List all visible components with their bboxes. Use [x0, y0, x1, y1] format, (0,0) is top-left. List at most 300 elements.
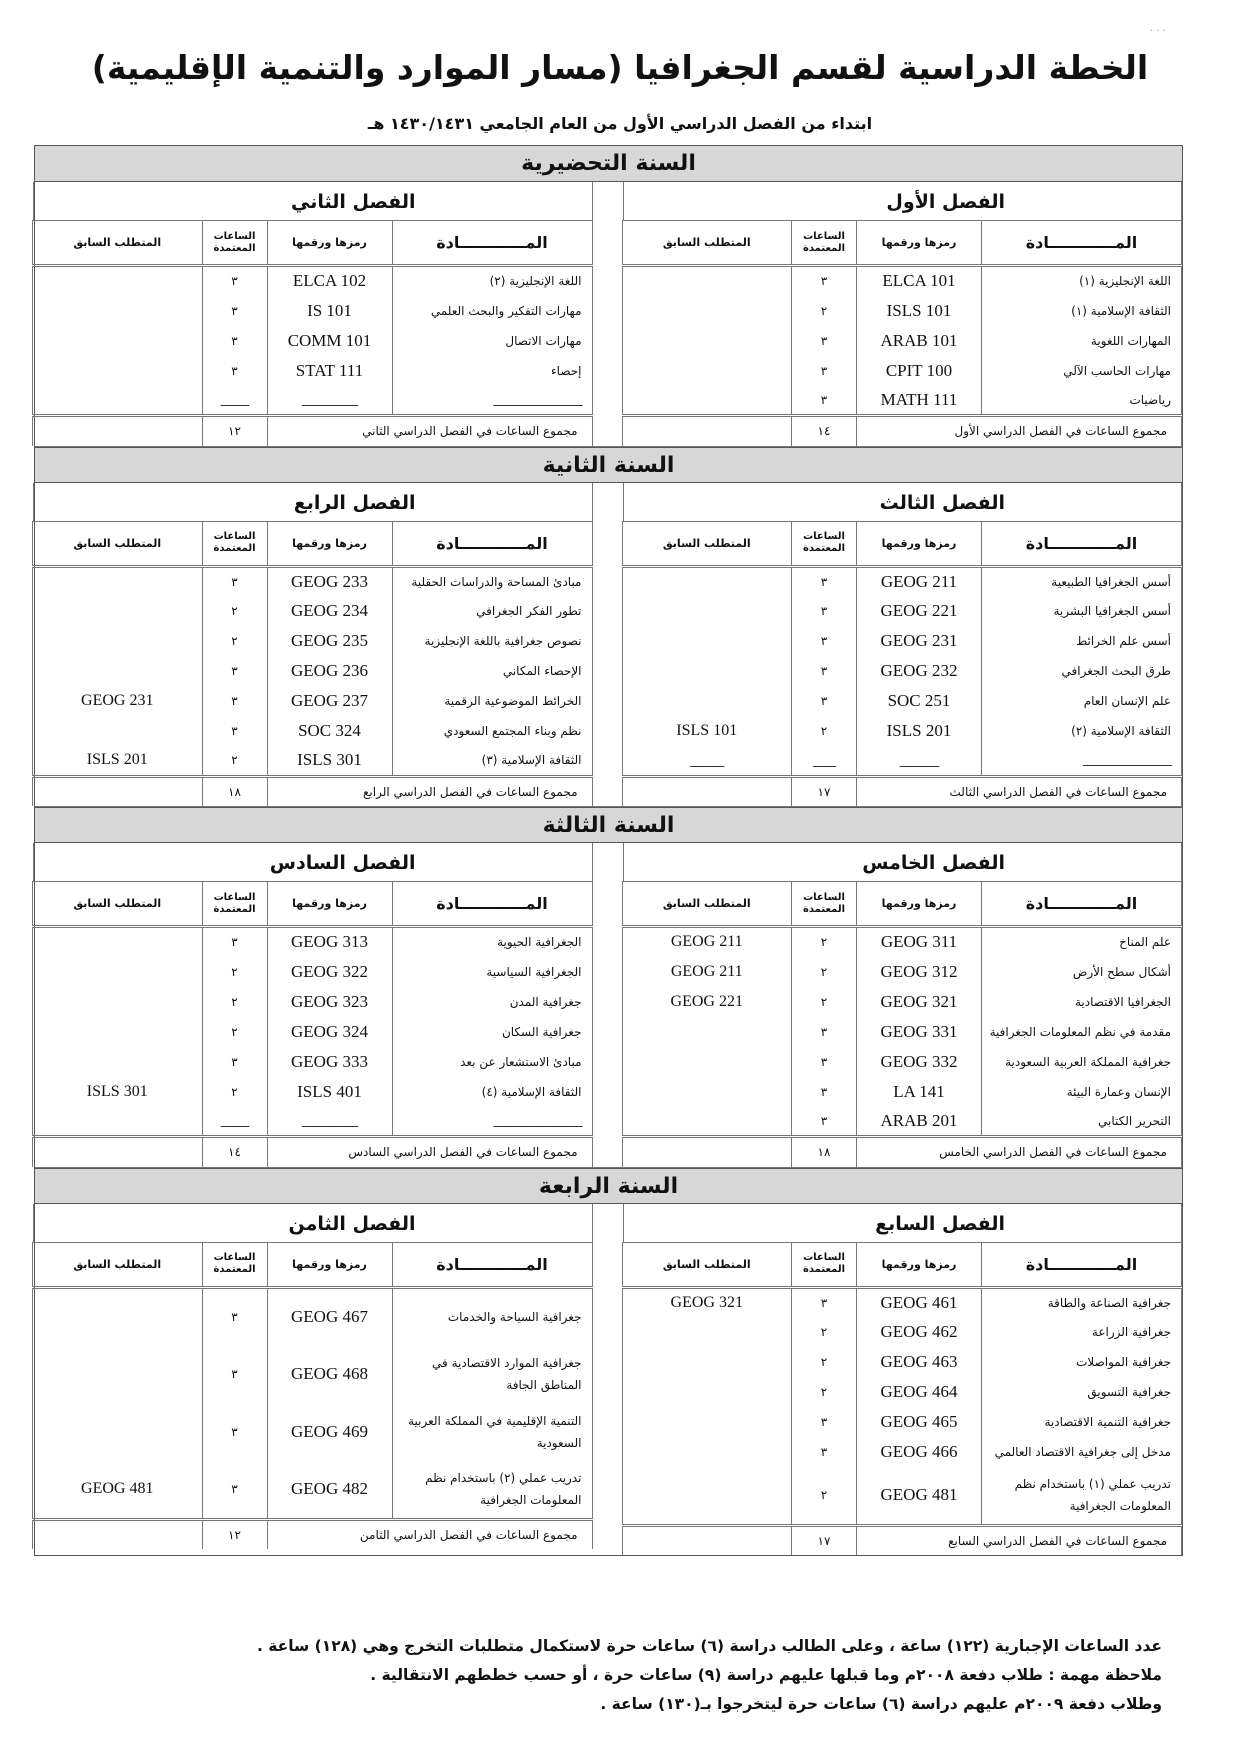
semester-total-label: مجموع الساعات في الفصل الدراسي السادس	[267, 1137, 592, 1167]
course-name: مهارات الحاسب الآلي	[982, 356, 1182, 386]
course-table	[32, 220, 593, 446]
course-row	[33, 746, 593, 776]
course-prereq	[622, 626, 792, 656]
course-prereq	[33, 716, 203, 746]
table-header-row	[33, 882, 593, 927]
column-header-prereq: المتطلب السابق	[622, 882, 792, 927]
semester-total-hours: ١٤	[202, 1137, 267, 1167]
table-header-row	[622, 882, 1182, 927]
course-code: STAT 111	[267, 356, 392, 386]
course-hours: ٣	[202, 656, 267, 686]
course-prereq	[33, 1017, 203, 1047]
course-hours: ٣	[792, 1107, 857, 1137]
course-name: جغرافية المواصلات	[982, 1347, 1182, 1377]
course-row	[33, 1345, 593, 1403]
course-name: نصوص جغرافية باللغة الإنجليزية	[392, 626, 592, 656]
course-code: __________	[267, 1107, 392, 1137]
column-header-code: رمزها ورقمها	[857, 521, 982, 566]
semester-total-empty	[33, 416, 203, 446]
course-row	[622, 1317, 1182, 1347]
column-header-subject: المــــــــــــادة	[982, 521, 1182, 566]
semester-total-label: مجموع الساعات في الفصل الدراسي الثامن	[267, 1519, 592, 1549]
semester-total-row	[622, 776, 1182, 806]
course-table	[32, 881, 593, 1167]
course-code: GEOG 323	[267, 987, 392, 1017]
course-name: الإنسان وعمارة البيئة	[982, 1077, 1182, 1107]
course-prereq	[33, 266, 203, 296]
course-prereq	[622, 656, 792, 686]
course-code: GEOG 231	[857, 626, 982, 656]
course-hours: ٣	[202, 326, 267, 356]
semester-total-hours: ١٧	[792, 1525, 857, 1555]
course-hours: ٢	[202, 987, 267, 1017]
course-hours: ٢	[792, 716, 857, 746]
course-row	[622, 1017, 1182, 1047]
course-prereq	[33, 356, 203, 386]
course-hours: ٣	[792, 686, 857, 716]
page-subtitle: ابتداء من الفصل الدراسي الأول من العام الجامعي ١٤٣٠/١٤٣١ هـ	[367, 114, 873, 133]
course-hours: ٣	[792, 1017, 857, 1047]
course-row	[33, 326, 593, 356]
column-header-hours: الساعات المعتمدة	[792, 882, 857, 927]
course-row	[622, 716, 1182, 746]
course-prereq: ______	[622, 746, 792, 776]
course-code: GEOG 482	[267, 1461, 392, 1519]
course-code: GEOG 211	[857, 566, 982, 596]
course-table	[32, 1242, 593, 1550]
course-row	[33, 566, 593, 596]
course-prereq: ISLS 101	[622, 716, 792, 746]
column-header-subject: المــــــــــــادة	[392, 221, 592, 266]
semester-gap	[593, 182, 623, 446]
course-row	[33, 626, 593, 656]
column-header-code: رمزها ورقمها	[857, 221, 982, 266]
course-prereq: GEOG 481	[33, 1461, 203, 1519]
course-hours: ٣	[792, 596, 857, 626]
course-row	[622, 626, 1182, 656]
column-header-hours: الساعات المعتمدة	[202, 882, 267, 927]
course-hours: ٣	[202, 1287, 267, 1345]
course-code: ELCA 101	[857, 266, 982, 296]
course-name: الثقافة الإسلامية (٤)	[392, 1077, 592, 1107]
table-header-row	[33, 521, 593, 566]
course-code: GEOG 461	[857, 1287, 982, 1317]
course-row	[622, 656, 1182, 686]
course-hours: ٣	[202, 266, 267, 296]
year-heading: السنة الثانية	[35, 447, 1182, 483]
course-name: ________________	[392, 386, 592, 416]
course-hours: ٣	[792, 626, 857, 656]
course-prereq	[622, 1107, 792, 1137]
course-row	[622, 1437, 1182, 1467]
semester-total-row	[33, 1137, 593, 1167]
semester-total-hours: ١٢	[202, 1519, 267, 1549]
course-hours: ٣	[792, 566, 857, 596]
semester-total-row	[622, 1525, 1182, 1555]
course-name: أسس الجغرافيا الطبيعية	[982, 566, 1182, 596]
course-row	[33, 957, 593, 987]
course-row	[33, 1403, 593, 1461]
course-prereq	[622, 1347, 792, 1377]
semester-total-row	[622, 1137, 1182, 1167]
course-code: GEOG 465	[857, 1407, 982, 1437]
semester-row	[35, 1204, 1182, 1556]
course-row	[33, 1107, 593, 1137]
course-row	[622, 1467, 1182, 1525]
course-row	[33, 716, 593, 746]
course-name: التنمية الإقليمية في المملكة العربية السعودية	[392, 1403, 592, 1461]
course-name: جغرافية التنمية الاقتصادية	[982, 1407, 1182, 1437]
course-code: GEOG 232	[857, 656, 982, 686]
course-name: طرق البحث الجغرافي	[982, 656, 1182, 686]
course-prereq	[33, 1345, 203, 1403]
table-header-row	[33, 1242, 593, 1287]
course-prereq	[622, 1437, 792, 1467]
course-hours: ٣	[202, 1047, 267, 1077]
column-header-code: رمزها ورقمها	[857, 882, 982, 927]
semester-total-label: مجموع الساعات في الفصل الدراسي الخامس	[857, 1137, 1182, 1167]
course-hours: ٢	[202, 596, 267, 626]
course-row	[622, 596, 1182, 626]
course-row	[33, 656, 593, 686]
course-name: مبادئ الاستشعار عن بعد	[392, 1047, 592, 1077]
semester-block	[623, 843, 1183, 1167]
course-name: أسس الجغرافيا البشرية	[982, 596, 1182, 626]
course-name: أشكال سطح الأرض	[982, 957, 1182, 987]
course-name: جغرافية المدن	[392, 987, 592, 1017]
course-name: نظم وبناء المجتمع السعودي	[392, 716, 592, 746]
course-hours: ٣	[202, 1461, 267, 1519]
semester-title: الفصل الخامس	[623, 843, 1183, 881]
course-name: جغرافية السياحة والخدمات	[392, 1287, 592, 1345]
course-code: GEOG 463	[857, 1347, 982, 1377]
semester-title: الفصل السادس	[33, 843, 593, 881]
semester-title: الفصل الثامن	[33, 1204, 593, 1242]
course-hours: ٢	[792, 957, 857, 987]
course-code: ISLS 101	[857, 296, 982, 326]
year-heading: السنة الثالثة	[35, 807, 1182, 843]
semester-title: الفصل الأول	[623, 182, 1183, 220]
column-header-prereq: المتطلب السابق	[33, 221, 203, 266]
course-name: جغرافية الصناعة والطاقة	[982, 1287, 1182, 1317]
column-header-code: رمزها ورقمها	[857, 1242, 982, 1287]
course-code: ARAB 201	[857, 1107, 982, 1137]
course-row	[622, 927, 1182, 957]
course-prereq	[622, 356, 792, 386]
course-name: أسس علم الخرائط	[982, 626, 1182, 656]
course-name: تطور الفكر الجغرافي	[392, 596, 592, 626]
course-name: جغرافية السكان	[392, 1017, 592, 1047]
course-hours: ٢	[792, 1377, 857, 1407]
table-header-row	[622, 521, 1182, 566]
course-code: GEOG 237	[267, 686, 392, 716]
course-prereq	[33, 386, 203, 416]
course-code: GEOG 468	[267, 1345, 392, 1403]
semester-total-empty	[622, 416, 792, 446]
course-code: GEOG 333	[267, 1047, 392, 1077]
course-hours: ٣	[792, 1437, 857, 1467]
course-name: جغرافية الموارد الاقتصادية في المناطق الجافة	[392, 1345, 592, 1403]
course-name: الثقافة الإسلامية (١)	[982, 296, 1182, 326]
course-prereq	[33, 596, 203, 626]
course-row	[622, 1407, 1182, 1437]
course-hours: ٣	[792, 1077, 857, 1107]
year-heading: السنة الرابعة	[35, 1168, 1182, 1204]
semester-total-empty	[622, 1525, 792, 1555]
course-row	[33, 1047, 593, 1077]
course-row	[622, 566, 1182, 596]
course-hours: ٢	[792, 1347, 857, 1377]
semester-total-label: مجموع الساعات في الفصل الدراسي الثاني	[267, 416, 592, 446]
course-prereq	[622, 296, 792, 326]
course-code: GEOG 313	[267, 927, 392, 957]
course-prereq	[622, 596, 792, 626]
course-prereq	[622, 1017, 792, 1047]
column-header-code: رمزها ورقمها	[267, 521, 392, 566]
column-header-hours: الساعات المعتمدة	[792, 1242, 857, 1287]
semester-row	[35, 483, 1182, 808]
course-prereq	[33, 1403, 203, 1461]
course-hours: ٢	[792, 1467, 857, 1525]
semester-row	[35, 843, 1182, 1168]
course-hours: ٣	[202, 1345, 267, 1403]
course-hours: ٣	[202, 356, 267, 386]
course-name: التحرير الكتابي	[982, 1107, 1182, 1137]
column-header-subject: المــــــــــــادة	[982, 1242, 1182, 1287]
course-code: GEOG 233	[267, 566, 392, 596]
course-row	[33, 927, 593, 957]
course-prereq: ISLS 301	[33, 1077, 203, 1107]
course-name: مقدمة في نظم المعلومات الجغرافية	[982, 1017, 1182, 1047]
course-row	[622, 1077, 1182, 1107]
column-header-subject: المــــــــــــادة	[982, 221, 1182, 266]
column-header-hours: الساعات المعتمدة	[202, 521, 267, 566]
course-row	[33, 596, 593, 626]
semester-total-empty	[622, 776, 792, 806]
course-hours: ٣	[792, 1407, 857, 1437]
course-name: علم المناخ	[982, 927, 1182, 957]
column-header-prereq: المتطلب السابق	[622, 1242, 792, 1287]
course-code: ISLS 301	[267, 746, 392, 776]
semester-block	[33, 843, 593, 1167]
course-name: الجغرافية الحيوية	[392, 927, 592, 957]
course-prereq: GEOG 211	[622, 957, 792, 987]
semester-total-label: مجموع الساعات في الفصل الدراسي الثالث	[857, 776, 1182, 806]
course-row	[622, 987, 1182, 1017]
course-name: مهارات التفكير والبحث العلمي	[392, 296, 592, 326]
course-prereq	[33, 957, 203, 987]
course-hours: ٣	[202, 296, 267, 326]
semester-title: الفصل الثالث	[623, 483, 1183, 521]
semester-block	[33, 182, 593, 446]
course-prereq	[622, 1467, 792, 1525]
course-code: GEOG 321	[857, 987, 982, 1017]
course-row	[33, 1077, 593, 1107]
column-header-subject: المــــــــــــادة	[982, 882, 1182, 927]
course-row	[33, 1461, 593, 1519]
semester-total-empty	[33, 776, 203, 806]
course-name: الإحصاء المكاني	[392, 656, 592, 686]
course-hours: ٣	[792, 356, 857, 386]
course-prereq	[622, 1407, 792, 1437]
semester-total-hours: ١٨	[202, 776, 267, 806]
course-row	[33, 1287, 593, 1345]
column-header-prereq: المتطلب السابق	[33, 521, 203, 566]
course-name: ________________	[392, 1107, 592, 1137]
semester-block	[33, 1204, 593, 1556]
course-row	[622, 296, 1182, 326]
semester-total-hours: ١٨	[792, 1137, 857, 1167]
semester-total-row	[622, 416, 1182, 446]
column-header-subject: المــــــــــــادة	[392, 521, 592, 566]
course-hours: ٣	[792, 656, 857, 686]
course-hours: ٣	[202, 1403, 267, 1461]
course-row	[33, 686, 593, 716]
course-code: GEOG 467	[267, 1287, 392, 1345]
year-heading: السنة التحضيرية	[35, 146, 1182, 182]
course-prereq: GEOG 321	[622, 1287, 792, 1317]
course-hours: ٢	[792, 1317, 857, 1347]
semester-block	[623, 483, 1183, 807]
course-table	[32, 521, 593, 807]
course-prereq	[33, 927, 203, 957]
course-code: GEOG 331	[857, 1017, 982, 1047]
course-hours: ____	[792, 746, 857, 776]
course-prereq	[33, 626, 203, 656]
course-row	[622, 1047, 1182, 1077]
course-hours: ٢	[202, 1017, 267, 1047]
course-hours: ٢	[792, 987, 857, 1017]
course-prereq	[622, 386, 792, 416]
course-prereq	[33, 987, 203, 1017]
column-header-subject: المــــــــــــادة	[392, 882, 592, 927]
course-row	[622, 1347, 1182, 1377]
course-code: GEOG 324	[267, 1017, 392, 1047]
course-code: GEOG 236	[267, 656, 392, 686]
course-code: GEOG 332	[857, 1047, 982, 1077]
page-title: الخطة الدراسية لقسم الجغرافيا (مسار الموارد والتنمية الإقليمية)	[91, 48, 1149, 87]
course-name: علم الإنسان العام	[982, 686, 1182, 716]
course-row	[622, 1287, 1182, 1317]
course-hours: ٣	[202, 686, 267, 716]
course-prereq	[622, 326, 792, 356]
course-hours: ٣	[792, 326, 857, 356]
column-header-prereq: المتطلب السابق	[622, 521, 792, 566]
course-code: GEOG 466	[857, 1437, 982, 1467]
course-name: الجغرافيا الاقتصادية	[982, 987, 1182, 1017]
course-code: CPIT 100	[857, 356, 982, 386]
course-hours: ٢	[202, 1077, 267, 1107]
course-code: GEOG 221	[857, 596, 982, 626]
semester-block	[33, 483, 593, 807]
course-name: اللغة الإنجليزية (١)	[982, 266, 1182, 296]
course-name: مدخل إلى جغرافية الاقتصاد العالمي	[982, 1437, 1182, 1467]
course-code: __________	[267, 386, 392, 416]
column-header-code: رمزها ورقمها	[267, 1242, 392, 1287]
course-name: إحصاء	[392, 356, 592, 386]
course-prereq	[33, 1287, 203, 1345]
course-hours: ٣	[792, 1047, 857, 1077]
course-table	[622, 521, 1183, 807]
course-code: GEOG 322	[267, 957, 392, 987]
course-prereq	[622, 266, 792, 296]
semester-title: الفصل الثاني	[33, 182, 593, 220]
course-prereq: ISLS 201	[33, 746, 203, 776]
semester-block	[623, 182, 1183, 446]
course-row	[33, 987, 593, 1017]
course-row	[33, 1017, 593, 1047]
course-name: جغرافية التسويق	[982, 1377, 1182, 1407]
footer-line-hours: عدد الساعات الإجبارية (١٢٢) ساعة ، وعلى الطالب دراسة (٦) ساعات حرة لاستكمال متطلبات التخرج وهي (١٢٨) ساعة .	[256, 1637, 1162, 1655]
footer-notes	[62, 1632, 1162, 1719]
semester-total-row	[33, 416, 593, 446]
course-prereq	[33, 1107, 203, 1137]
table-header-row	[33, 221, 593, 266]
table-header-row	[622, 1242, 1182, 1287]
course-name: اللغة الإنجليزية (٢)	[392, 266, 592, 296]
course-row	[33, 266, 593, 296]
course-prereq	[622, 1077, 792, 1107]
course-code: IS 101	[267, 296, 392, 326]
semester-total-label: مجموع الساعات في الفصل الدراسي السابع	[857, 1525, 1182, 1555]
semester-total-empty	[622, 1137, 792, 1167]
course-hours: ٢	[202, 957, 267, 987]
semester-title: الفصل الرابع	[33, 483, 593, 521]
course-code: GEOG 234	[267, 596, 392, 626]
course-code: SOC 251	[857, 686, 982, 716]
course-name: تدريب عملي (١) باستخدام نظم المعلومات الجغرافية	[982, 1467, 1182, 1525]
course-prereq	[33, 296, 203, 326]
course-row	[33, 386, 593, 416]
course-code: SOC 324	[267, 716, 392, 746]
scan-marks: · · ·	[1150, 26, 1166, 37]
course-row	[33, 296, 593, 326]
semester-gap	[593, 483, 623, 807]
column-header-code: رمزها ورقمها	[267, 221, 392, 266]
column-header-prereq: المتطلب السابق	[622, 221, 792, 266]
course-name: المهارات اللغوية	[982, 326, 1182, 356]
course-name: رياضيات	[982, 386, 1182, 416]
course-code: _______	[857, 746, 982, 776]
course-hours: ٢	[202, 626, 267, 656]
course-table	[622, 881, 1183, 1167]
semester-total-row	[33, 1519, 593, 1549]
course-name: الثقافة الإسلامية (٣)	[392, 746, 592, 776]
study-plan	[34, 145, 1183, 1556]
column-header-code: رمزها ورقمها	[267, 882, 392, 927]
course-hours: ٣	[792, 386, 857, 416]
course-name: مهارات الاتصال	[392, 326, 592, 356]
course-code: GEOG 481	[857, 1467, 982, 1525]
semester-total-hours: ١٢	[202, 416, 267, 446]
course-prereq: GEOG 221	[622, 987, 792, 1017]
course-hours: _____	[202, 1107, 267, 1137]
course-prereq	[33, 656, 203, 686]
course-code: GEOG 311	[857, 927, 982, 957]
course-hours: ٢	[792, 927, 857, 957]
course-code: LA 141	[857, 1077, 982, 1107]
course-hours: ٣	[792, 1287, 857, 1317]
semester-total-empty	[33, 1137, 203, 1167]
course-prereq: GEOG 231	[33, 686, 203, 716]
course-prereq: GEOG 211	[622, 927, 792, 957]
semester-total-hours: ١٤	[792, 416, 857, 446]
course-code: GEOG 312	[857, 957, 982, 987]
semester-total-hours: ١٧	[792, 776, 857, 806]
footer-line-2009: وطلاب دفعة ٢٠٠٩م عليهم دراسة (٦) ساعات حرة ليتخرجوا بـ(١٣٠) ساعة .	[600, 1695, 1162, 1713]
course-code: GEOG 469	[267, 1403, 392, 1461]
course-code: GEOG 462	[857, 1317, 982, 1347]
